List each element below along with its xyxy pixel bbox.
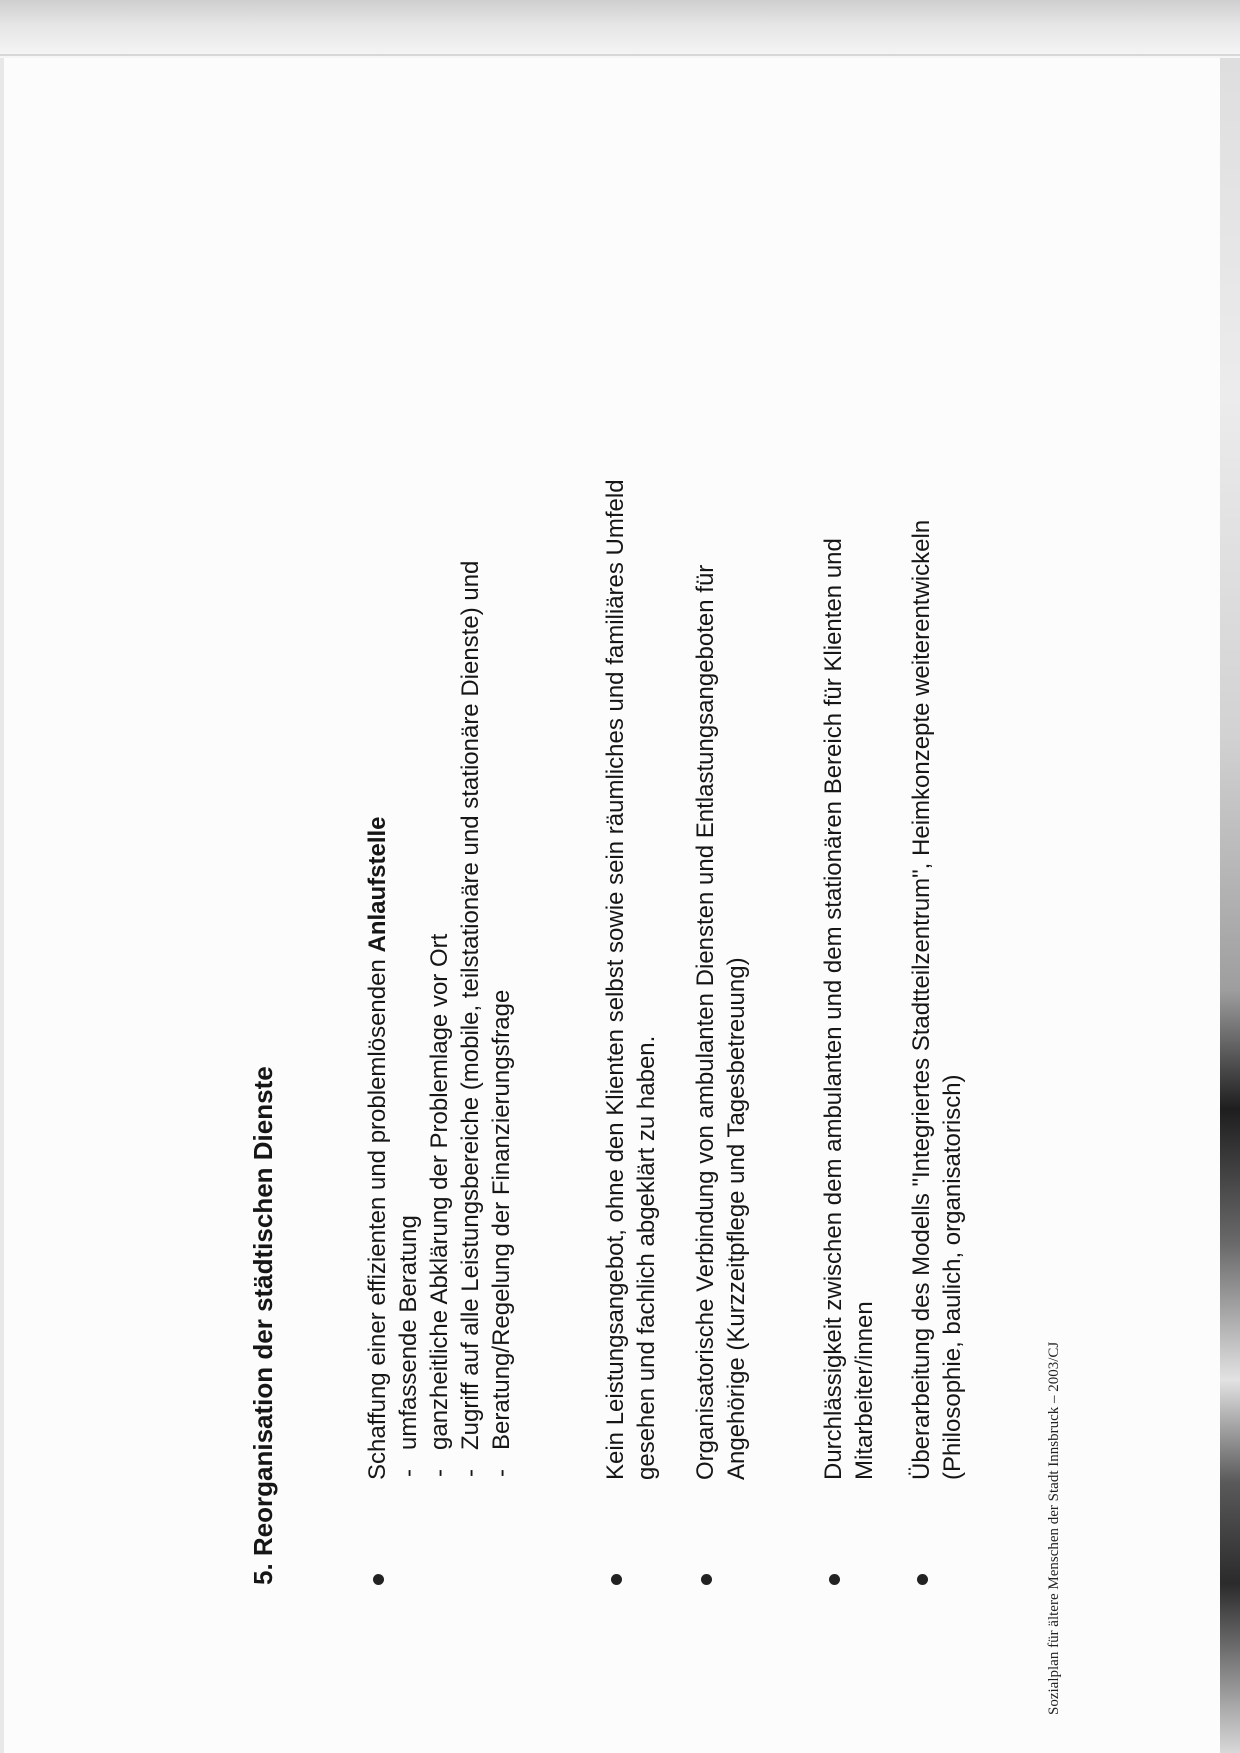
bullet-dot xyxy=(611,1574,622,1585)
bullet-text: Schaffung einer effizienten und problemlösenden Anlaufstelle xyxy=(364,816,391,1480)
sub-item: - umfassende Beratung xyxy=(395,1215,422,1477)
bullet-dot xyxy=(829,1574,840,1585)
bullet-item-1 xyxy=(362,561,517,1585)
bullet-item-3: Organisatorische Verbindung von ambulanten Diensten und Entlastungsangeboten für Angehörige (Kurzzeitpflege und Tagesbetreuung) xyxy=(690,565,752,1585)
bold-term: Anlaufstelle xyxy=(364,816,391,953)
rotated-page-content xyxy=(200,150,1080,1690)
bullet-item-2: Kein Leistungsangebot, ohne den Klienten selbst sowie sein räumliches und familiäres Umfeld gesehen und fachlich abgeklärt zu haben. xyxy=(600,479,662,1585)
bullet-dot xyxy=(917,1574,928,1585)
sub-item: - ganzheitliche Abklärung der Problemlage vor Ort xyxy=(426,933,453,1477)
bullet-dot xyxy=(373,1574,384,1585)
section-title: 5. Reorganisation der städtischen Dienste xyxy=(248,1066,278,1585)
scan-left-border xyxy=(0,58,4,1753)
bullet-dot xyxy=(701,1574,712,1585)
scan-top-border xyxy=(0,0,1240,58)
scan-edge-line xyxy=(0,54,1240,56)
scan-right-border xyxy=(1220,58,1240,1753)
sub-item: - Zugriff auf alle Leistungsbereiche (mobile, teilstationäre und stationäre Dienste) und xyxy=(457,560,484,1477)
page-footer: Sozialplan für ältere Menschen der Stadt Innsbruck – 2003/CJ xyxy=(1046,1341,1062,1715)
bullet-item-4: Durchlässigkeit zwischen dem ambulanten und dem stationären Bereich für Klienten und Mitarbeiter/innen xyxy=(818,538,880,1585)
sub-item: - Beratung/Regelung der Finanzierungsfrage xyxy=(488,989,515,1477)
bullet-item-5: Überarbeitung des Modells "Integriertes Stadtteilzentrum", Heimkonzepte weiterentwickeln (Philosophie, baulich, organisatorisch) xyxy=(906,520,968,1585)
